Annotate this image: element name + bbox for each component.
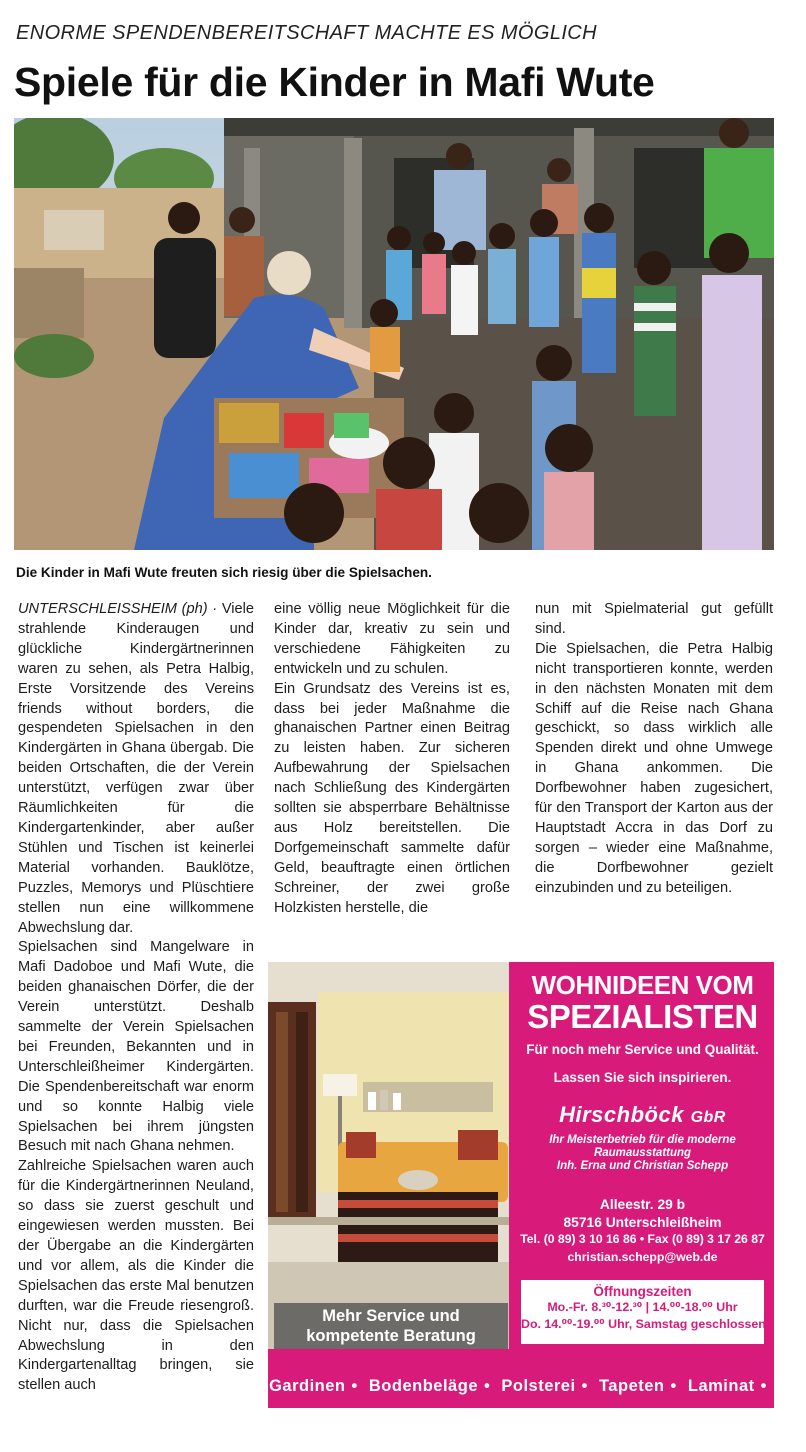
service-item: Laminat bbox=[687, 1377, 755, 1395]
article-headline: Spiele für die Kinder in Mafi Wute bbox=[14, 59, 655, 105]
photo-caption: Die Kinder in Mafi Wute freuten sich riesig über die Spielsachen. bbox=[16, 565, 432, 580]
children-receiving-toys-illustration bbox=[14, 118, 774, 550]
paragraph: eine völlig neue Möglichkeit für die Kinder dar, kreativ zu sein und verschiedene Fähigkeiten zu entwickeln und zu schulen. bbox=[274, 601, 510, 677]
service-item: Bodenbeläge bbox=[368, 1377, 478, 1395]
article-photo bbox=[14, 118, 774, 550]
living-room-photo bbox=[268, 962, 509, 1349]
advertisement[interactable] bbox=[268, 962, 774, 1439]
article-column-3 bbox=[535, 600, 773, 899]
ad-phone[interactable]: Tel. (0 89) 3 10 16 86 • Fax (0 89) 3 17 26 87 bbox=[520, 1232, 765, 1246]
ad-info-panel bbox=[511, 962, 774, 1349]
ad-tagline-1: Für noch mehr Service und Qualität. bbox=[526, 1042, 759, 1057]
ad-services-bar: Gardinen • Bodenbeläge • Polsterei • Tapeten • Laminat • Parkett bbox=[269, 1377, 767, 1439]
paragraph: Zahlreiche Spielsachen waren auch für die Kindergärtnerinnen Neuland, so dass sie zuerst geschult und eingewiesen werden mussten. Bei der Übergabe an die Kindergärten und vor allem, als die Kinder die Spielsachen das erste Mal benutzen durften, war die Freude riesengroß. Nicht nur, dass die Spielsachen Abwechslung in den Kindergartenalltag bringen, sie stellen auch bbox=[18, 1158, 254, 1394]
article-column-2 bbox=[274, 600, 510, 919]
service-item: Parkett bbox=[491, 1421, 551, 1439]
ad-email[interactable]: christian.schepp@web.de bbox=[567, 1249, 718, 1264]
ad-address bbox=[511, 1196, 774, 1266]
article-column-1 bbox=[18, 600, 254, 1396]
paragraph: Spielsachen sind Mangelware in Mafi Dadoboe und Mafi Wute, die beiden ghanaischen Dörfer, die der Verein unterstützt. Deshalb sammelte der Verein Spielsachen bei Freunden, Bekannten und in Unterschleißheimer Kindergärten. Die Spendenbereitschaft war enorm und so konnte Halbig viele Spielsachen bei ihrem jüngsten Besuch mit nach Ghana nehmen. bbox=[18, 939, 254, 1155]
article-kicker: ENORME SPENDENBEREITSCHAFT MACHTE ES MÖGLICH bbox=[16, 22, 597, 44]
paragraph: Die Spielsachen, die Petra Halbig nicht transportieren konnte, werden in den nächsten Monaten mit dem Schiff auf die Reise nach Ghana geschickt, so dass wirklich alle Spenden direkt und ohne Umwege in Ghana ankommen. Die Dorfbewohner haben zugesichert, für den Transport der Karton aus der Hauptstadt Accra in das Dorf zu sorgen – wieder eine Maßnahme, die Dorfbewohner gezielt einzubinden und zu beteiligen. bbox=[535, 640, 773, 896]
ad-headline-2: SPEZIALISTEN bbox=[527, 998, 758, 1035]
ad-opening-hours bbox=[521, 1280, 764, 1344]
service-item: Gardinen bbox=[269, 1377, 346, 1395]
paragraph: nun mit Spielmaterial gut gefüllt sind. bbox=[535, 601, 773, 637]
ad-slogan: Mehr Service und kompetente Beratung bbox=[274, 1303, 508, 1349]
ad-city: 85716 Unterschleißheim bbox=[563, 1214, 722, 1230]
paragraph: UNTERSCHLEISSHEIM (ph) · Viele strahlende Kinderaugen und glückliche Kindergärtnerinnen waren zu sehen, als Petra Halbig, Erste Vorsitzende des Vereins friends without borders, die gespendeten Spielsachen in den Kindergärten in Ghana übergab. Die beiden Ortschaften, die der Verein unterstützt, verfügen zwar über Räumlichkeiten für die Kindergartenkinder, aber außer Stühlen und Tischen ist keinerlei Material vorhanden. Bauklötze, Puzzles, Memorys und Plüschtiere stellen nun eine willkommene Abwechslung dar. bbox=[18, 601, 254, 936]
ad-hours-line: Mo.-Fr. 8.³⁰-12.³⁰ | 14.⁰⁰-18.⁰⁰ Uhr bbox=[547, 1300, 738, 1314]
ad-street: Alleestr. 29 b bbox=[599, 1197, 686, 1212]
ad-brand-logo: Hirschböck GbR bbox=[559, 1102, 726, 1127]
ad-tagline-2: Lassen Sie sich inspirieren. bbox=[553, 1070, 732, 1085]
service-item: Tapeten bbox=[598, 1377, 665, 1395]
ad-headline-1: WOHNIDEEN VOM bbox=[531, 970, 754, 1000]
ad-hours-title: Öffnungszeiten bbox=[593, 1284, 692, 1299]
service-item: Polsterei bbox=[501, 1377, 576, 1395]
ad-hours-line: Do. 14.⁰⁰-19.⁰⁰ Uhr, Samstag geschlossen bbox=[521, 1317, 766, 1331]
ad-subtitle: Ihr Meisterbetrieb für die moderne Raumausstattung Inh. Erna und Christian Schepp bbox=[549, 1134, 736, 1172]
paragraph: Ein Grundsatz des Vereins ist es, dass bei jeder Maßnahme die ghanaischen Partner einen Beitrag zu leisten haben. Zur sicheren Aufbewahrung der Spielsachen nach Schließung des Kindergärten sollten sie absperrbare Behältnisse aus Holz bereitstellen. Die Dorfgemeinschaft sammelte dafür Geld, beauftragte einen örtlichen Schreiner, der zwei große Holzkisten herstelle, die bbox=[274, 680, 510, 916]
living-room-illustration bbox=[268, 962, 509, 1349]
dateline: UNTERSCHLEISSHEIM (ph) · bbox=[18, 601, 218, 617]
